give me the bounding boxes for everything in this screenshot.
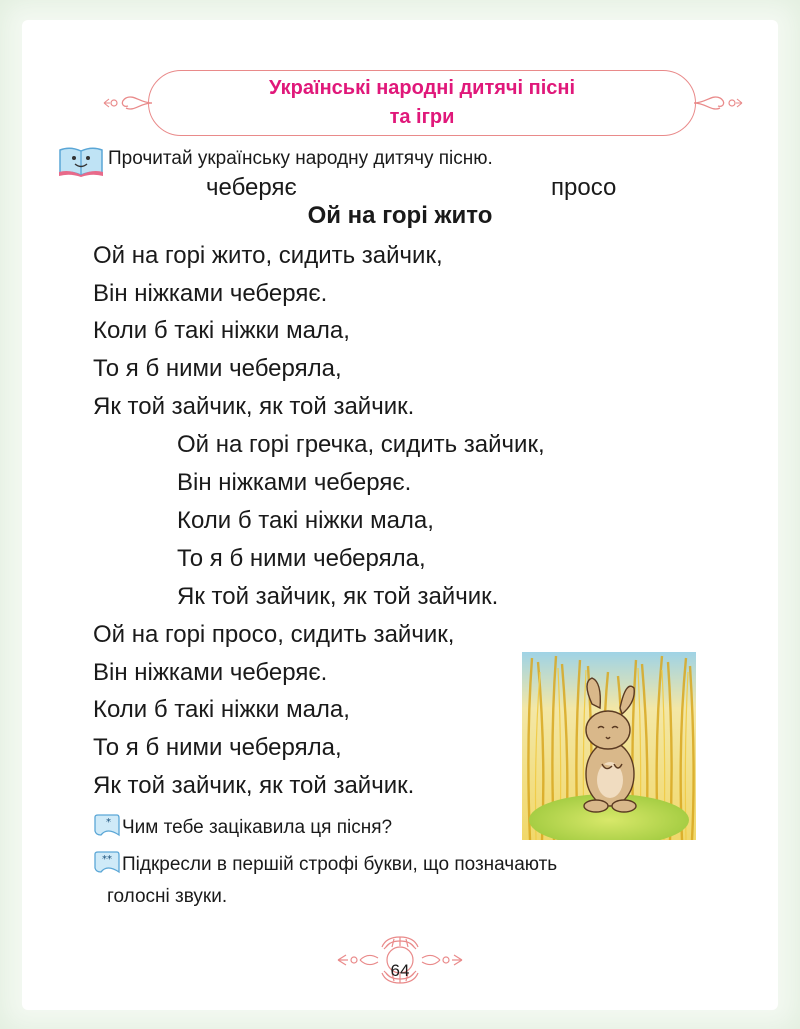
poem-line: Він ніжками чеберяє.: [177, 469, 412, 496]
poem-line: То я б ними чеберяла,: [93, 734, 342, 761]
question-marker: **: [102, 854, 112, 865]
page-number: 64: [390, 961, 410, 980]
vocab-word-1: чеберяє: [206, 174, 297, 201]
question-1: Чим тебе зацікавила ця пісня?: [122, 817, 393, 838]
poem-line: Ой на горі просо, сидить зайчик,: [93, 621, 455, 648]
poem-line: Коли б такі ніжки мала,: [177, 507, 434, 534]
question-2-line2: голосні звуки.: [107, 886, 228, 907]
poem-line: Ой на горі гречка, сидить зайчик,: [177, 431, 545, 458]
poem-line: То я б ними чеберяла,: [93, 355, 342, 382]
rabbit-in-wheat-illustration: [522, 652, 696, 840]
poem-line: Як той зайчик, як той зайчик.: [93, 772, 415, 799]
poem-line: Коли б такі ніжки мала,: [93, 317, 350, 344]
poem-line: Він ніжками чеберяє.: [93, 280, 328, 307]
poem-line: Як той зайчик, як той зайчик.: [177, 583, 499, 610]
one-star-question-icon: [93, 813, 121, 837]
poem-line: Він ніжками чеберяє.: [93, 659, 328, 686]
poem-line: Коли б такі ніжки мала,: [93, 696, 350, 723]
poem-line: То я б ними чеберяла,: [177, 545, 426, 572]
left-flourish-icon: [100, 86, 152, 120]
instruction-text: Прочитай українську народну дитячу пісню.: [108, 148, 493, 169]
poem-title: Ой на горі жито: [307, 202, 493, 229]
poem-line: Ой на горі жито, сидить зайчик,: [93, 242, 443, 269]
two-star-question-icon: [93, 850, 121, 874]
open-book-icon: [58, 142, 104, 178]
right-flourish-icon: [694, 86, 746, 120]
section-title: [148, 74, 696, 132]
section-title-line2: та ігри: [389, 106, 455, 128]
poem-line: Як той зайчик, як той зайчик.: [93, 393, 415, 420]
question-marker: *: [106, 817, 111, 828]
vocab-word-2: просо: [551, 174, 617, 201]
question-2-line1: Підкресли в першій строфі букви, що позначають: [122, 854, 558, 875]
section-title-line1: Українські народні дитячі пісні: [268, 77, 576, 99]
